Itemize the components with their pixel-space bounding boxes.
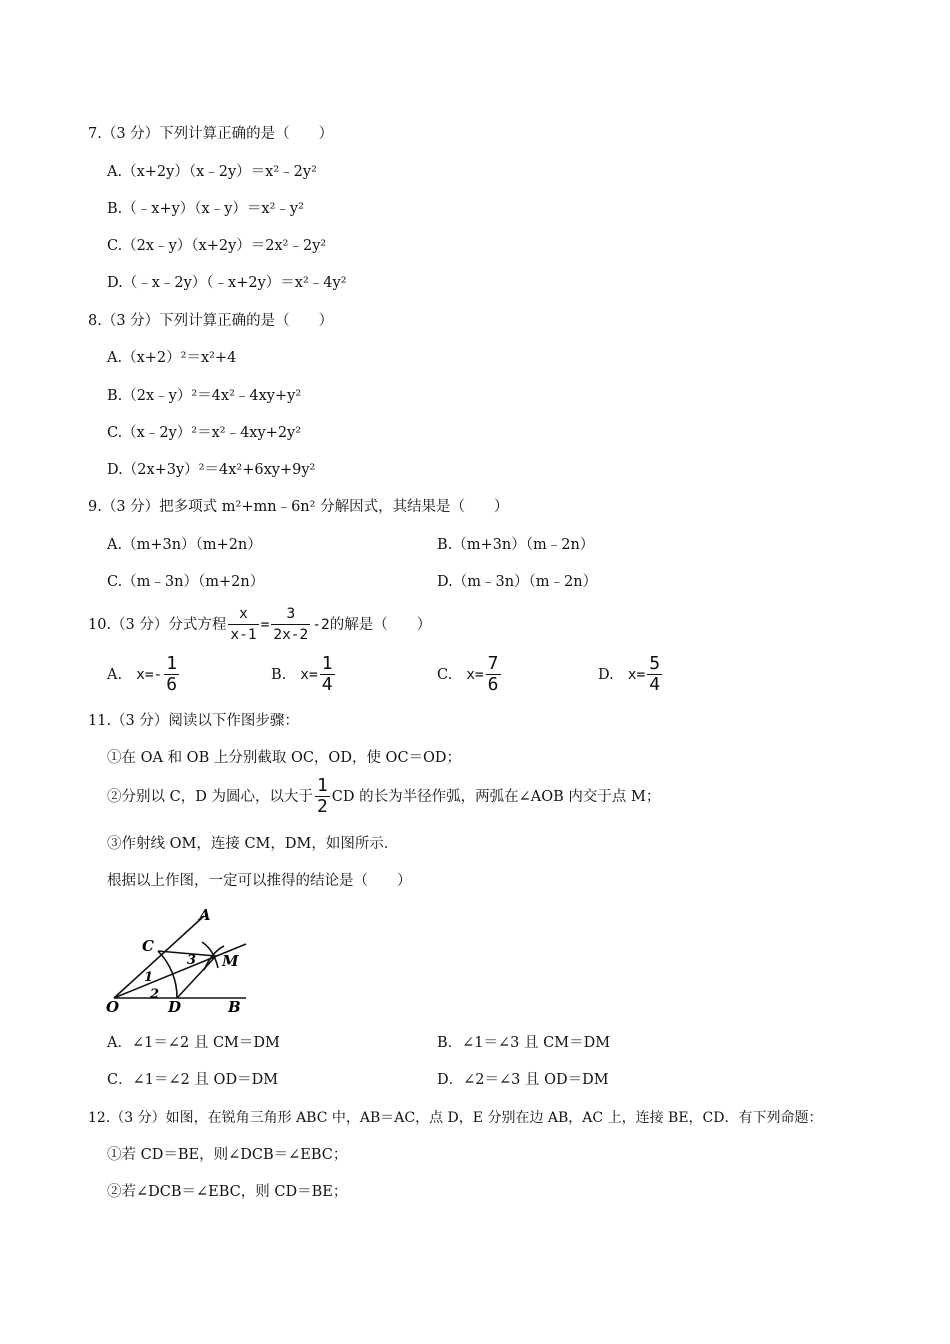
q10-option-a-den: 6 xyxy=(166,674,178,695)
q11-angle-bisector-figure xyxy=(100,904,260,1016)
label-c: C xyxy=(142,937,154,955)
q11-half-num: 1 xyxy=(316,775,328,796)
q9-stem: 9.（3 分）把多项式 m²+mn﹣6n² 分解因式，其结果是（ ） xyxy=(88,499,509,515)
q10-option-c-letter: C. xyxy=(437,666,453,683)
q10-option-c-num: 7 xyxy=(487,653,499,674)
q11-option-d[interactable]: D．∠2＝∠3 且 OD＝DM xyxy=(437,1072,609,1088)
q10-option-d-letter: D. xyxy=(598,666,614,683)
q7-option-b[interactable]: B.（﹣x+y）（x﹣y）＝x²﹣y² xyxy=(107,201,304,217)
q10-f1-denominator: x-1 xyxy=(228,624,258,645)
q11-stem: 11.（3 分）阅读以下作图步骤： xyxy=(88,713,299,729)
q11-step-2 xyxy=(107,776,660,817)
label-m: M xyxy=(222,952,239,970)
q7-stem: 7.（3 分）下列计算正确的是（ ） xyxy=(88,126,334,142)
q11-step-3: ③作射线 OM，连接 CM，DM，如图所示． xyxy=(107,836,399,852)
q10-stem-prefix: 10.（3 分）分式方程 xyxy=(88,616,227,633)
q10-option-d-den: 4 xyxy=(649,674,661,695)
q10-option-b-fraction xyxy=(320,654,335,695)
q10-option-a-num: 1 xyxy=(166,653,178,674)
q10-f2-numerator: 3 xyxy=(286,606,296,622)
q11-step-2-suffix: CD 的长为半径作弧，两弧在∠AOB 内交于点 M； xyxy=(331,788,661,805)
q10-option-b-den: 4 xyxy=(321,674,333,695)
q10-stem-suffix: 的解是（ ） xyxy=(329,616,432,633)
q10-option-a-lhs: x=- xyxy=(136,666,163,683)
q10-minus-two: -2 xyxy=(312,616,330,633)
q9-option-c[interactable]: C.（m﹣3n）（m+2n） xyxy=(107,574,265,590)
q11-option-b[interactable]: B．∠1＝∠3 且 CM＝DM xyxy=(437,1035,611,1051)
q10-fraction-left xyxy=(228,604,258,645)
q9-option-d[interactable]: D.（m﹣3n）（m﹣2n） xyxy=(437,574,598,590)
q10-option-b-lhs: x= xyxy=(300,666,318,683)
q10-option-b-letter: B. xyxy=(271,666,287,683)
label-d: D xyxy=(168,998,182,1016)
q10-equals: = xyxy=(260,616,270,633)
q10-f2-denominator: 2x-2 xyxy=(271,624,310,645)
label-a: A xyxy=(199,906,211,924)
q12-stem: 12.（3 分）如图，在锐角三角形 ABC 中，AB＝AC，点 D，E 分别在边 AB，AC 上，连接 BE，CD．有下列命题： xyxy=(88,1110,823,1126)
q10-option-c-lhs: x= xyxy=(466,666,484,683)
label-o: O xyxy=(106,998,120,1016)
q10-option-d[interactable] xyxy=(598,654,664,695)
q8-option-b[interactable]: B.（2x﹣y）²＝4x²﹣4xy+y² xyxy=(107,388,302,404)
q10-option-c-fraction xyxy=(486,654,501,695)
q8-stem: 8.（3 分）下列计算正确的是（ ） xyxy=(88,313,334,329)
q12-proposition-1: ①若 CD＝BE，则∠DCB＝∠EBC； xyxy=(107,1147,348,1163)
q8-option-a[interactable]: A.（x+2）²＝x²+4 xyxy=(107,350,237,366)
q10-fraction-right xyxy=(271,604,310,645)
q11-ask: 根据以上作图，一定可以推得的结论是（ ） xyxy=(107,873,412,889)
q11-half-den: 2 xyxy=(316,796,328,817)
q10-option-a-fraction xyxy=(164,654,179,695)
q10-option-d-num: 5 xyxy=(649,653,661,674)
angle-label-2: 2 xyxy=(150,987,160,1002)
q10-option-d-fraction xyxy=(647,654,662,695)
q11-step-2-prefix: ②分别以 C，D 为圆心，以大于 xyxy=(107,788,313,805)
q10-option-b[interactable] xyxy=(271,654,337,695)
q10-option-a[interactable] xyxy=(107,654,181,695)
q9-option-b[interactable]: B.（m+3n）（m﹣2n） xyxy=(437,537,595,553)
q7-option-c[interactable]: C.（2x﹣y）（x+2y）＝2x²﹣2y² xyxy=(107,238,327,254)
q10-option-b-num: 1 xyxy=(321,653,333,674)
label-b: B xyxy=(228,998,241,1016)
q9-option-a[interactable]: A.（m+3n）（m+2n） xyxy=(107,537,262,553)
arc-cd xyxy=(158,951,177,998)
q11-step-1: ①在 OA 和 OB 上分别截取 OC，OD，使 OC＝OD； xyxy=(107,750,462,766)
q11-half-fraction xyxy=(315,776,330,817)
q12-proposition-2: ②若∠DCB＝∠EBC，则 CD＝BE； xyxy=(107,1184,348,1200)
q8-option-d[interactable]: D.（2x+3y）²＝4x²+6xy+9y² xyxy=(107,462,316,478)
angle-label-1: 1 xyxy=(144,970,154,985)
q11-option-c[interactable]: C．∠1＝∠2 且 OD＝DM xyxy=(107,1072,279,1088)
q11-option-a[interactable]: A．∠1＝∠2 且 CM＝DM xyxy=(107,1035,280,1051)
q7-option-a[interactable]: A.（x+2y）（x﹣2y）＝x²﹣2y² xyxy=(107,164,317,180)
q7-option-d[interactable]: D.（﹣x﹣2y）（﹣x+2y）＝x²﹣4y² xyxy=(107,275,347,291)
segment-dm xyxy=(177,956,216,998)
q10-option-c[interactable] xyxy=(437,654,503,695)
q10-stem xyxy=(88,604,431,645)
q10-f1-numerator: x xyxy=(239,606,248,622)
angle-label-3: 3 xyxy=(187,953,197,968)
q10-option-d-lhs: x= xyxy=(627,666,646,683)
q10-option-a-letter: A. xyxy=(107,666,123,683)
q8-option-c[interactable]: C.（x﹣2y）²＝x²﹣4xy+2y² xyxy=(107,425,302,441)
q10-option-c-den: 6 xyxy=(487,674,499,695)
